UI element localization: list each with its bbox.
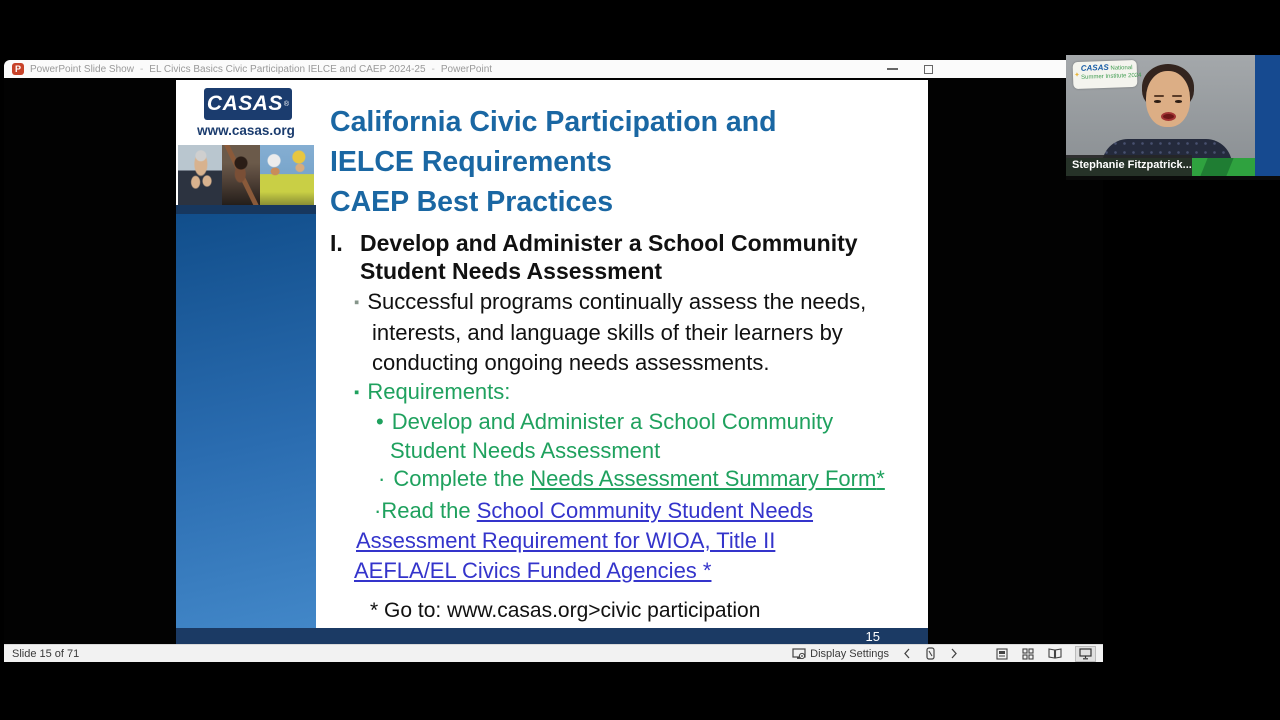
previous-slide-button[interactable] bbox=[903, 648, 911, 659]
bullet-paragraph bbox=[330, 287, 866, 378]
badge-brand-text: CASAS bbox=[1080, 62, 1109, 73]
section-numeral: I. bbox=[330, 230, 343, 256]
requirements-label-text: Requirements: bbox=[367, 379, 511, 404]
next-slide-button[interactable] bbox=[950, 648, 958, 659]
school-community-needs-link[interactable]: AEFLA/EL Civics Funded Agencies * bbox=[354, 558, 712, 583]
presenter-mouth bbox=[1161, 112, 1176, 121]
registered-mark: ® bbox=[283, 100, 290, 108]
minimize-button-icon[interactable] bbox=[887, 68, 898, 70]
casas-logo bbox=[204, 88, 292, 120]
titlebar-separator: - bbox=[139, 63, 144, 75]
photo-construction-workers bbox=[260, 145, 314, 205]
sidebar-divider-bar bbox=[176, 205, 316, 214]
requirement-text: Complete the bbox=[393, 466, 531, 491]
casas-logo-text: CASAS bbox=[206, 92, 283, 115]
casas-summer-institute-badge bbox=[1073, 60, 1142, 89]
slide-footer-bar bbox=[176, 628, 928, 645]
webcam-background-blue-strip bbox=[1255, 55, 1280, 180]
round-bullet-icon: • bbox=[376, 409, 384, 434]
slide-sidebar bbox=[176, 80, 316, 648]
badge-line2-text: Summer Institute 2024 bbox=[1080, 72, 1142, 81]
requirements-label bbox=[330, 377, 510, 408]
requirement-text-line: Develop and Administer a School Community bbox=[391, 409, 834, 434]
book-icon bbox=[1048, 648, 1062, 659]
chevron-right-icon bbox=[950, 648, 958, 659]
sidebar-blue-panel bbox=[176, 214, 316, 628]
slide-title-line: IELCE Requirements bbox=[330, 146, 612, 178]
slide-sorter-view-button[interactable] bbox=[1022, 648, 1034, 660]
webcam-video-tile[interactable] bbox=[1066, 55, 1280, 180]
normal-view-icon bbox=[996, 648, 1008, 660]
slide-title-line: California Civic Participation and bbox=[330, 106, 777, 138]
bullet-text-line: Successful programs continually assess the needs, bbox=[367, 289, 867, 314]
pen-icon bbox=[925, 647, 936, 660]
slideshow-monitor-icon bbox=[1079, 648, 1092, 660]
display-settings-icon bbox=[792, 648, 806, 660]
square-bullet-icon: ▪ bbox=[354, 384, 360, 401]
slide-counter: Slide 15 of 71 bbox=[12, 647, 80, 660]
requirement-item-1 bbox=[330, 407, 833, 465]
slide-page-number: 15 bbox=[865, 629, 880, 644]
bullet-text-line: conducting ongoing needs assessments. bbox=[372, 350, 770, 375]
webcam-bottom-edge bbox=[1066, 176, 1280, 180]
requirement-text: ·Read the bbox=[374, 498, 477, 523]
casas-url: www.casas.org bbox=[197, 123, 295, 138]
display-settings-button[interactable] bbox=[792, 648, 889, 660]
slide-title bbox=[330, 102, 777, 222]
footnote: * Go to: www.casas.org>civic participation bbox=[370, 599, 761, 622]
grid-view-icon bbox=[1022, 648, 1034, 660]
needs-assessment-summary-form-link[interactable]: Needs Assessment Summary Form bbox=[530, 466, 877, 491]
annotation-pen-button[interactable] bbox=[925, 647, 936, 660]
star-icon: ✦ bbox=[1073, 71, 1081, 80]
normal-view-button[interactable] bbox=[996, 648, 1008, 660]
section-heading bbox=[330, 229, 858, 285]
square-bullet-icon: ▪ bbox=[354, 294, 360, 311]
reading-view-button[interactable] bbox=[1048, 648, 1062, 659]
powerpoint-statusbar bbox=[4, 644, 1103, 662]
requirement-text-line: Student Needs Assessment bbox=[390, 438, 661, 463]
window-titlebar bbox=[4, 60, 1103, 78]
slide-canvas[interactable] bbox=[176, 80, 928, 648]
section-heading-line: Develop and Administer a School Community bbox=[360, 230, 858, 256]
school-community-needs-link[interactable]: School Community Student Needs bbox=[476, 498, 814, 523]
requirement-item-2 bbox=[330, 466, 885, 492]
display-settings-label: Display Settings bbox=[810, 647, 889, 660]
badge-suffix-text: National bbox=[1108, 65, 1133, 72]
bullet-text-line: interests, and language skills of their learners by bbox=[372, 320, 843, 345]
link-asterisk: * bbox=[876, 466, 885, 491]
titlebar-document-name: EL Civics Basics Civic Participation IELCE and CAEP 2024-25 bbox=[149, 63, 426, 75]
round-bullet-icon: · bbox=[378, 466, 386, 491]
photo-woman-raising-hand bbox=[222, 145, 260, 205]
slide-title-line: CAEP Best Practices bbox=[330, 186, 614, 218]
slide-content bbox=[330, 80, 928, 628]
titlebar-separator: - bbox=[431, 63, 435, 75]
powerpoint-app-icon: P bbox=[12, 63, 24, 75]
slideshow-view-button[interactable] bbox=[1076, 647, 1095, 661]
section-heading-line: Student Needs Assessment bbox=[360, 258, 663, 284]
school-community-needs-link[interactable]: Assessment Requirement for WIOA, Title II bbox=[356, 528, 776, 553]
requirement-item-3 bbox=[330, 496, 813, 586]
people-photo-collage bbox=[178, 145, 314, 205]
chevron-left-icon bbox=[903, 648, 911, 659]
participant-name-label: Stephanie Fitzpatrick... bbox=[1066, 155, 1192, 176]
titlebar-app-name: PowerPoint bbox=[440, 63, 493, 75]
restore-window-button-icon[interactable] bbox=[924, 65, 933, 74]
photo-sign-language-man bbox=[178, 145, 222, 205]
presenter-face bbox=[1146, 71, 1190, 127]
titlebar-mode-text: PowerPoint Slide Show bbox=[30, 63, 134, 75]
